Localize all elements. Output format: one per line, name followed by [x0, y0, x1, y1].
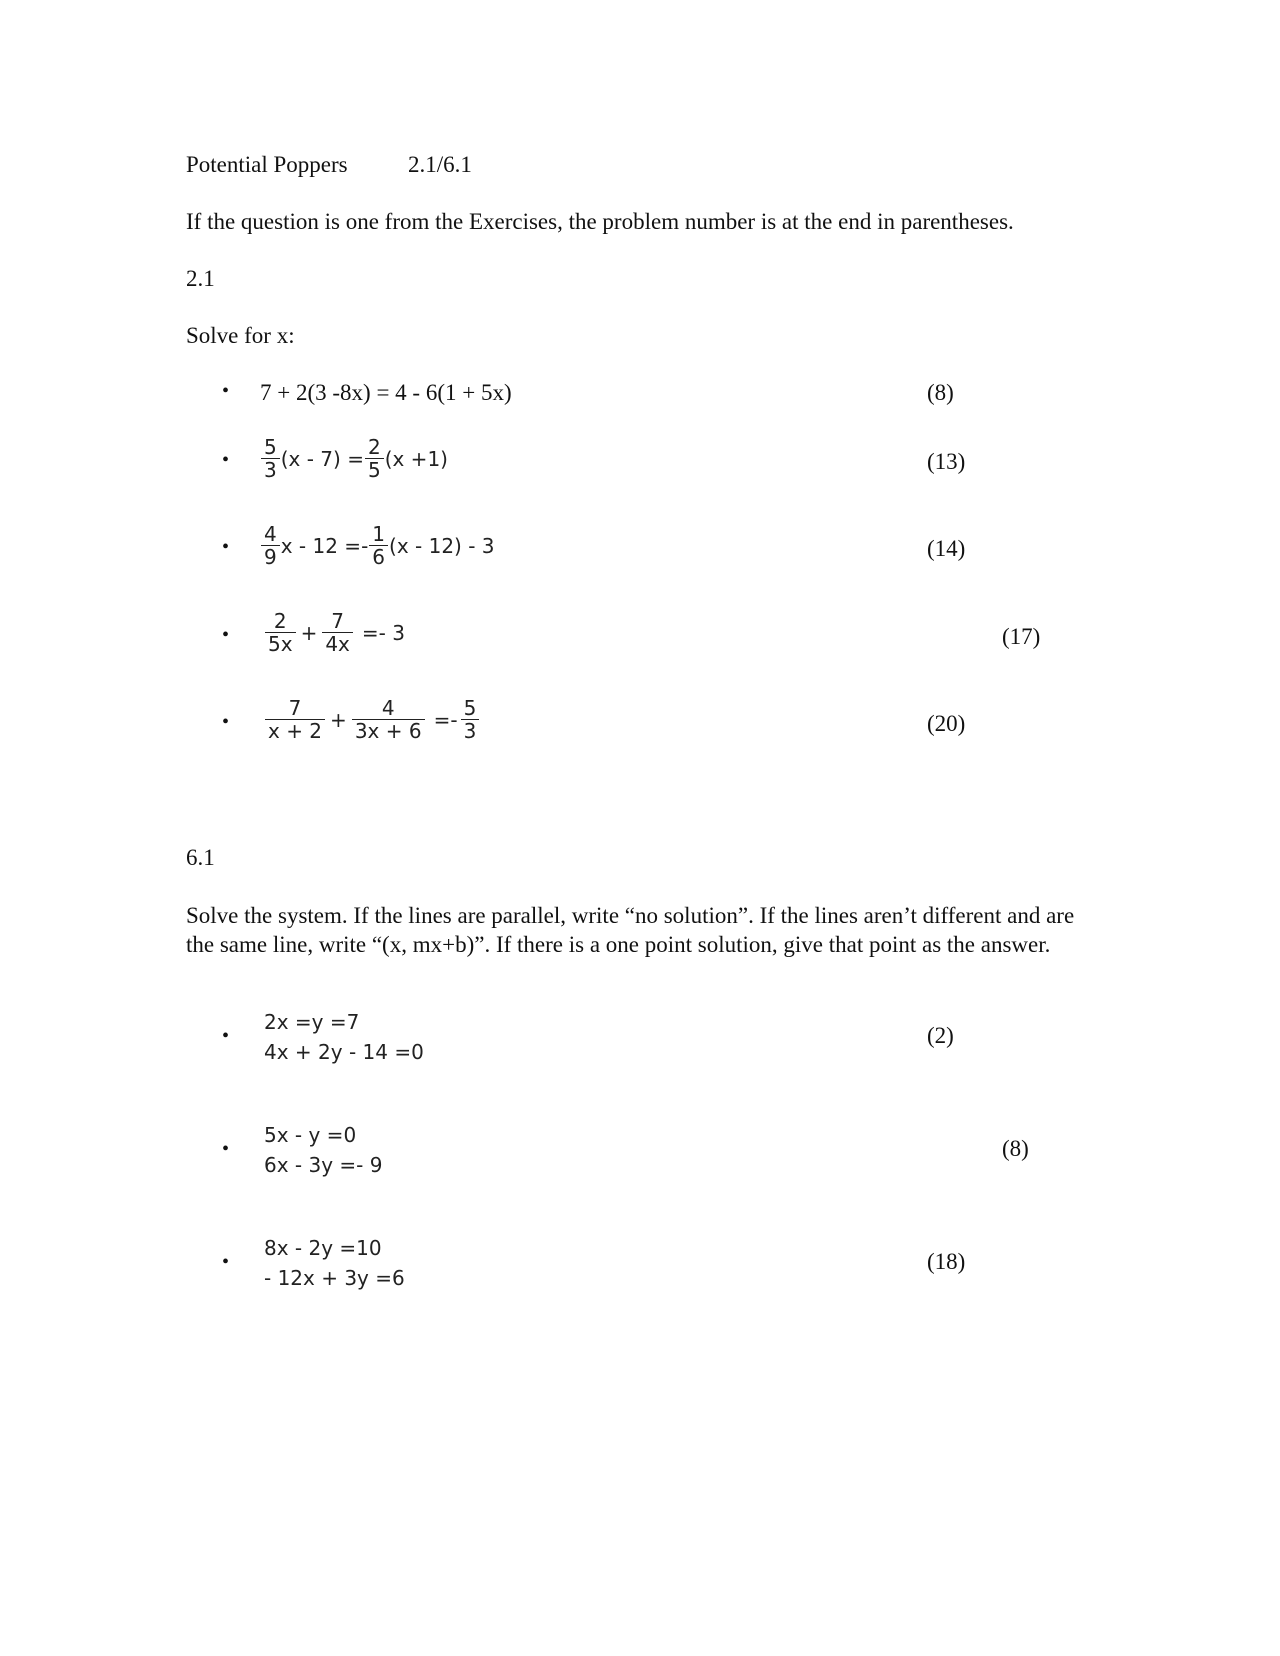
- system-instruction: Solve the system. If the lines are parallel, write “no solution”. If the lines aren’t different and are the same line, write “(x, mx+b)”. If there is a one point solution, give that point as the answer.: [186, 903, 1075, 957]
- equation: $\frac{4}{9}$ x - 12 =- $\frac{1}{6}$ (x - 12) - 3: [260, 522, 495, 568]
- fraction: $\frac{7}{x + 2}$: [265, 697, 325, 742]
- bullet: •: [222, 380, 230, 402]
- section-heading-2-1: 2.1: [186, 266, 215, 291]
- problem-number: (8): [1002, 1136, 1029, 1161]
- equation: 7 + 2(3 -8x) = 4 - 6(1 + 5x): [260, 380, 512, 405]
- problem-number: (18): [927, 1249, 966, 1274]
- system-line: - 12x + 3y =6: [264, 1266, 405, 1290]
- equation: $\frac{5}{3}$ (x - 7) = $\frac{2}{5}$ (x +1): [260, 435, 448, 481]
- fraction: $\frac{2}{5}$: [365, 436, 384, 481]
- document-title: Potential Poppers: [186, 152, 348, 177]
- equation: $\frac{7}{x + 2}$ + $\frac{4}{3x + 6}$ =- $\frac{5}{3}$: [264, 696, 480, 742]
- section-range: 2.1/6.1: [408, 152, 472, 177]
- system-line: 2x =y =7: [264, 1010, 360, 1034]
- intro-text: If the question is one from the Exercises, the problem number is at the end in parentheses.: [186, 209, 1014, 234]
- bullet: •: [222, 1025, 230, 1047]
- problem-number: (17): [1002, 624, 1041, 649]
- bullet: •: [222, 1138, 230, 1160]
- bullet: •: [222, 624, 230, 646]
- problem-number: (20): [927, 711, 966, 736]
- fraction: $\frac{4}{9}$: [261, 523, 280, 568]
- system-line: 4x + 2y - 14 =0: [264, 1040, 424, 1064]
- solve-instruction: Solve for x:: [186, 323, 295, 348]
- bullet: •: [222, 711, 230, 733]
- problem-number: (2): [927, 1023, 954, 1048]
- bullet: •: [222, 1251, 230, 1273]
- equation-system: [264, 1233, 405, 1293]
- system-line: 5x - y =0: [264, 1123, 357, 1147]
- bullet: •: [222, 449, 230, 471]
- fraction: $\frac{5}{3}$: [261, 436, 280, 481]
- fraction: $\frac{2}{5x}$: [265, 610, 296, 655]
- problem-number: (13): [927, 449, 966, 474]
- equation-system: [264, 1007, 424, 1067]
- system-line: 6x - 3y =- 9: [264, 1153, 383, 1177]
- fraction: $\frac{7}{4x}$: [322, 610, 353, 655]
- fraction: $\frac{4}{3x + 6}$: [352, 697, 425, 742]
- equation-system: [264, 1120, 382, 1180]
- system-line: 8x - 2y =10: [264, 1236, 382, 1260]
- fraction: $\frac{5}{3}$: [461, 697, 480, 742]
- problem-number: (8): [927, 380, 954, 405]
- bullet: •: [222, 536, 230, 558]
- section-heading-6-1: 6.1: [186, 845, 215, 870]
- equation: $\frac{2}{5x}$ + $\frac{7}{4x}$ =- 3: [264, 609, 405, 655]
- fraction: $\frac{1}{6}$: [369, 523, 388, 568]
- problem-number: (14): [927, 536, 966, 561]
